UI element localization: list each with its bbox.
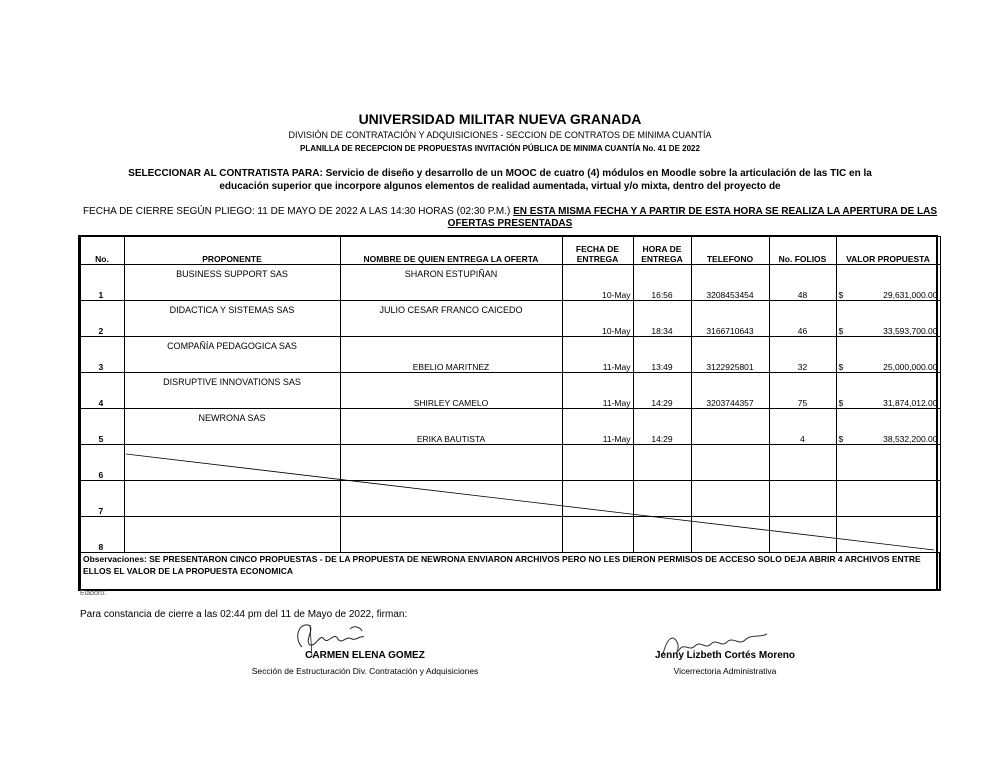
opening-notice: EN ESTA MISMA FECHA Y A PARTIR DE ESTA HORA SE REALIZA LA APERTURA DE LAS OFERTAS PRESENTADAS	[447, 206, 938, 229]
header-no: No.	[80, 237, 124, 265]
signer-2-block	[570, 650, 880, 676]
row-no: 7	[80, 481, 124, 517]
selection-line-1: SELECCIONAR AL CONTRATISTA PARA: Servicio de diseño y desarrollo de un MOOC de cuatro (4) módulos en Moodle sobre la articulación de las TIC en la	[128, 168, 872, 179]
proponente-name: COMPAÑÍA PEDAGOGICA SAS	[167, 341, 297, 351]
row-no: 6	[80, 445, 124, 481]
selection-line-2: educación superior que incorpore algunos elementos de realidad aumentada, virtual y/o mixta, dentro del proyecto de	[219, 181, 781, 192]
entrega-name-bottom: SHIRLEY CAMELO	[413, 398, 489, 408]
signer-1-name: CARMEN ELENA GOMEZ	[305, 650, 425, 661]
row-no: 3	[80, 337, 124, 373]
cancel-diagonal-line	[126, 454, 934, 550]
signer-2-role: Vicerrectoria Administrativa	[673, 666, 777, 676]
proponente-name: DIDACTICA Y SISTEMAS SAS	[169, 305, 295, 315]
row-folios: 48	[769, 265, 836, 301]
closing-date: FECHA DE CIERRE SEGÚN PLIEGO: 11 DE MAYO DE 2022 A LAS 14:30 HORAS (02:30 P.M.)	[82, 206, 514, 217]
row-folios: 75	[769, 373, 836, 409]
row-folios: 46	[769, 301, 836, 337]
entrega-name-top: SHARON ESTUPIÑAN	[404, 269, 498, 279]
row-no: 4	[80, 373, 124, 409]
university-title: UNIVERSIDAD MILITAR NUEVA GRANADA	[358, 111, 642, 127]
row-hora: 13:49	[633, 337, 691, 373]
constancia-text: Para constancia de cierre a las 02:44 pm del 11 de Mayo de 2022, firman:	[80, 609, 408, 620]
valor-amount: 29,631,000.00	[883, 290, 938, 300]
currency-symbol: $	[838, 434, 844, 444]
header-folios: No. FOLIOS	[769, 237, 836, 265]
proponente-name: DISRUPTIVE INNOVATIONS SAS	[163, 377, 301, 387]
planilla-title: PLANILLA DE RECEPCION DE PROPUESTAS INVITACIÓN PÚBLICA DE MINIMA CUANTÍA No. 41 DE 2022	[300, 144, 700, 153]
signer-2-name: Jenny Lizbeth Cortés Moreno	[654, 650, 795, 661]
row-hora: 14:29	[633, 373, 691, 409]
row-folios: 32	[769, 337, 836, 373]
row-hora: 16:56	[633, 265, 691, 301]
header-valor: VALOR PROPUESTA	[836, 237, 940, 265]
header-entrega: NOMBRE DE QUIEN ENTREGA LA OFERTA	[340, 237, 562, 265]
row-no: 8	[80, 517, 124, 553]
valor-amount: 25,000,000.00	[883, 362, 938, 372]
entrega-name-bottom: EBELIO MARITNEZ	[412, 362, 490, 372]
row-telefono: 3203744357	[691, 373, 769, 409]
header-fecha-line1: FECHA DE	[575, 244, 620, 254]
header-hora-line2: ENTREGA	[641, 254, 683, 264]
row-hora: 14:29	[633, 409, 691, 445]
row-fecha: 11-May	[562, 409, 633, 445]
header-hora-line1: HORA DE	[642, 244, 682, 254]
valor-amount: 31,874,012.00	[883, 398, 938, 408]
observations-text: Observaciones: SE PRESENTARON CINCO PROPUESTAS - DE LA PROPUESTA DE NEWRONA ENVIARON ARCHIVOS PERO NO LES DIERON PERMISOS DE ACCESO SOLO DEJA ABRIR 4 ARCHIVOS ENTRE ELLOS EL VALOR DE LA PROPUESTA ECONOMICA	[80, 553, 940, 591]
row-telefono: 3122925801	[691, 337, 769, 373]
row-no: 1	[80, 265, 124, 301]
valor-amount: 33,593,700.00	[883, 326, 938, 336]
entrega-name-bottom: ERIKA BAUTISTA	[416, 434, 486, 444]
header-fecha-line2: ENTREGA	[576, 254, 619, 264]
currency-symbol: $	[838, 326, 844, 336]
elaboro-label: Elaboró:	[80, 590, 107, 597]
row-hora: 18:34	[633, 301, 691, 337]
signer-1-role: Sección de Estructuración Div. Contratación y Adquisiciones	[251, 666, 479, 676]
proponente-name: NEWRONA SAS	[198, 413, 266, 423]
currency-symbol: $	[838, 290, 844, 300]
header-telefono: TELEFONO	[691, 237, 769, 265]
row-no: 5	[80, 409, 124, 445]
row-folios: 4	[769, 409, 836, 445]
row-no: 2	[80, 301, 124, 337]
proponente-name: BUSINESS SUPPORT SAS	[176, 269, 288, 279]
row-fecha: 10-May	[562, 265, 633, 301]
row-fecha: 11-May	[562, 337, 633, 373]
signer-1-block	[200, 650, 530, 676]
header-proponente: PROPONENTE	[124, 237, 340, 265]
division-subtitle: DIVISIÓN DE CONTRATACIÓN Y ADQUISICIONES - SECCION DE CONTRATOS DE MINIMA CUANTÍA	[288, 130, 712, 140]
entrega-name-top: JULIO CESAR FRANCO CAICEDO	[379, 305, 523, 315]
valor-amount: 38,532,200.00	[883, 434, 938, 444]
row-fecha: 11-May	[562, 373, 633, 409]
row-telefono: 3208453454	[691, 265, 769, 301]
row-fecha: 10-May	[562, 301, 633, 337]
currency-symbol: $	[838, 362, 844, 372]
currency-symbol: $	[838, 398, 844, 408]
row-telefono: 3166710643	[691, 301, 769, 337]
